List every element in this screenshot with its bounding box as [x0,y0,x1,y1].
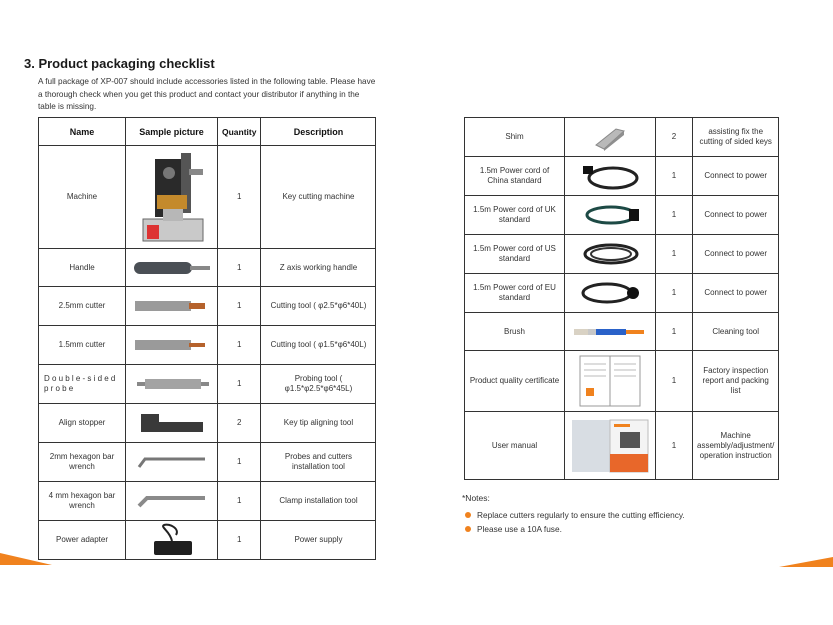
note-item [465,510,685,520]
adapter-image [126,521,218,560]
item-description: Connect to power [693,235,779,274]
item-description: Cleaning tool [693,313,779,351]
table-row [465,157,779,196]
item-name: 4 mm hexagon bar wrench [39,482,126,521]
header-name: Name [39,118,126,146]
brush-image [565,313,656,351]
item-name: 1.5m Power cord of China standard [465,157,565,196]
item-name: Machine [39,146,126,249]
table-row [465,274,779,313]
page-title: 3. Product packaging checklist [24,56,215,71]
table-row [465,196,779,235]
item-description: Power supply [261,521,376,560]
bullet-icon [465,512,471,518]
item-quantity: 1 [656,274,693,313]
item-quantity: 2 [218,404,261,443]
item-description: Machine assembly/adjustment/ operation instruction [693,412,779,480]
item-quantity: 1 [656,412,693,480]
certificate-image [565,351,656,412]
item-description: assisting fix the cutting of sided keys [693,118,779,157]
item-quantity: 1 [656,196,693,235]
item-quantity: 1 [656,351,693,412]
item-name: Product quality certificate [465,351,565,412]
table-row [39,249,376,287]
item-quantity: 1 [656,313,693,351]
item-quantity: 1 [218,287,261,326]
wrench-image [126,482,218,521]
manual-image [565,412,656,480]
stopper-image [126,404,218,443]
table-row [465,313,779,351]
item-description: Connect to power [693,157,779,196]
item-name: User manual [465,412,565,480]
item-quantity: 1 [656,235,693,274]
table-row [465,351,779,412]
item-description: Clamp installation tool [261,482,376,521]
power-cord-image [565,235,656,274]
item-quantity: 1 [218,521,261,560]
table-header-row [39,118,376,146]
notes-title: *Notes: [462,493,490,503]
item-description: Cutting tool ( φ2.5*φ6*40L) [261,287,376,326]
item-quantity: 1 [218,443,261,482]
table-row [39,482,376,521]
wrench-image [126,443,218,482]
item-name: 1.5mm cutter [39,326,126,365]
cutter-image [126,326,218,365]
item-description: Key tip aligning tool [261,404,376,443]
page-corner-decoration [779,557,833,567]
intro-text: A full package of XP-007 should include accessories listed in the following table. Please have a thorough check when you get this product and contact your distributor if anything in the table is missing. [38,77,376,111]
item-quantity: 1 [218,365,261,404]
item-quantity: 1 [218,249,261,287]
checklist-table-right [464,117,779,480]
item-quantity: 1 [218,146,261,249]
item-name: 2mm hexagon bar wrench [39,443,126,482]
note-text: Please use a 10A fuse. [477,524,562,534]
checklist-table-left [38,117,376,560]
item-name: Align stopper [39,404,126,443]
item-name: Double-sided probe [39,365,126,404]
item-name: 1.5m Power cord of EU standard [465,274,565,313]
header-description: Description [261,118,376,146]
bullet-icon [465,526,471,532]
item-name: Power adapter [39,521,126,560]
item-description: Probing tool ( φ1.5*φ2.5*φ6*45L) [261,365,376,404]
item-description: Connect to power [693,196,779,235]
header-quantity: Quantity [218,118,261,146]
table-row [39,443,376,482]
power-cord-image [565,274,656,313]
item-description: Factory inspection report and packing list [693,351,779,412]
power-cord-image [565,196,656,235]
table-row [39,404,376,443]
item-name: 1.5m Power cord of US standard [465,235,565,274]
power-cord-image [565,157,656,196]
table-row [39,146,376,249]
item-description: Z axis working handle [261,249,376,287]
item-name: Brush [465,313,565,351]
table-row [39,326,376,365]
table-row [465,412,779,480]
table-row [465,235,779,274]
note-text: Replace cutters regularly to ensure the cutting efficiency. [477,510,685,520]
table-row [39,287,376,326]
table-row [39,365,376,404]
page-corner-decoration [0,553,52,565]
item-description: Key cutting machine [261,146,376,249]
item-quantity: 1 [218,482,261,521]
item-quantity: 1 [656,157,693,196]
header-picture: Sample picture [126,118,218,146]
table-row [39,521,376,560]
cutter-image [126,287,218,326]
note-item [465,524,562,534]
item-description: Probes and cutters installation tool [261,443,376,482]
probe-image [126,365,218,404]
item-description: Connect to power [693,274,779,313]
item-name: 2.5mm cutter [39,287,126,326]
machine-image [126,146,218,249]
item-description: Cutting tool ( φ1.5*φ6*40L) [261,326,376,365]
item-quantity: 1 [218,326,261,365]
item-name: Handle [39,249,126,287]
item-name: Shim [465,118,565,157]
item-name: 1.5m Power cord of UK standard [465,196,565,235]
table-row [465,118,779,157]
shim-image [565,118,656,157]
item-quantity: 2 [656,118,693,157]
handle-image [126,249,218,287]
